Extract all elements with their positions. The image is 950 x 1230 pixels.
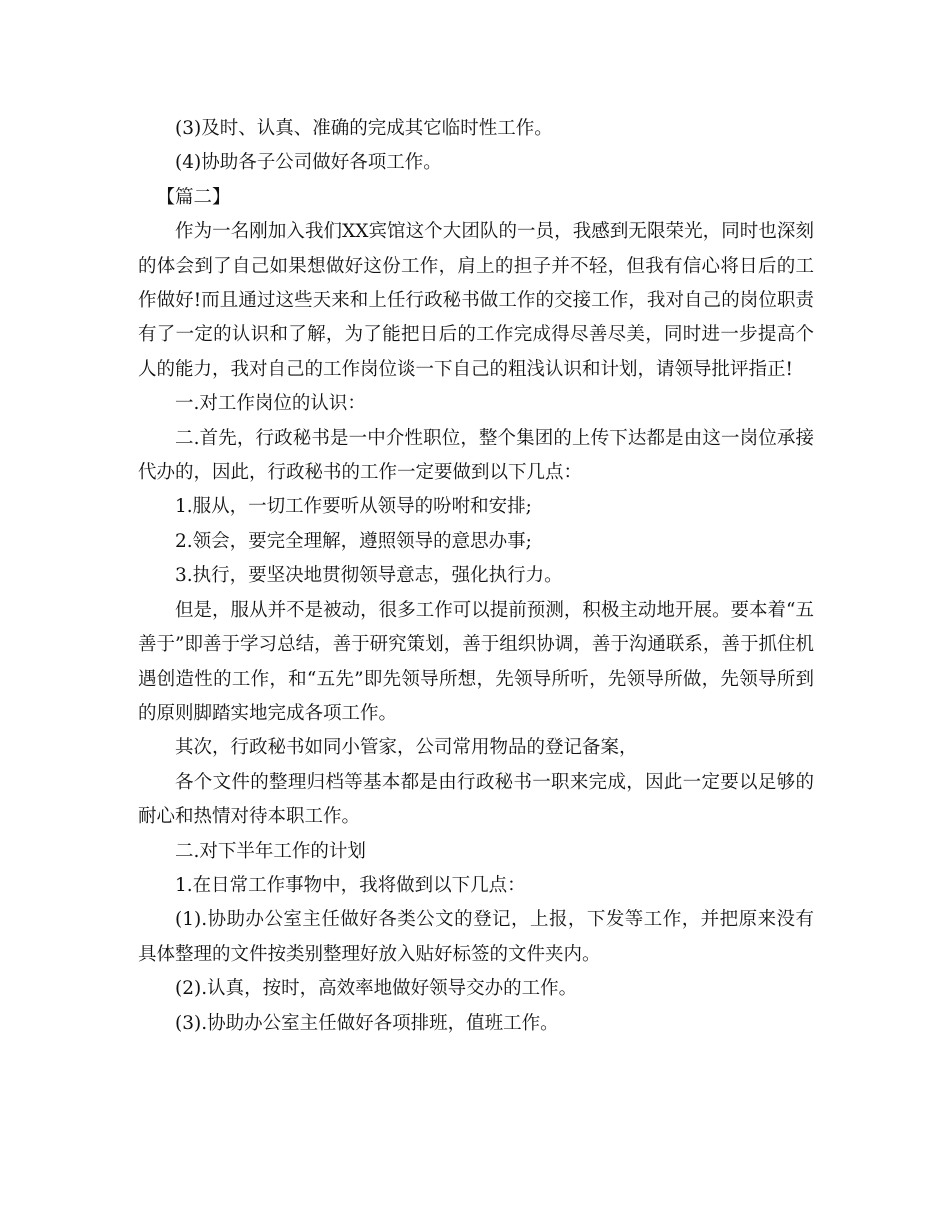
heading-job-understanding: 一.对工作岗位的认识： (175, 393, 366, 415)
list-item-execute: 3.执行，要坚决地贯彻领导意志，强化执行力。 (175, 565, 563, 587)
list-item-obey: 1.服从，一切工作要听从领导的吩咐和安排; (175, 496, 532, 518)
paragraph-daily-work: 1.在日常工作事物中，我将做到以下几点： (175, 874, 526, 896)
plan-item-3: (3).协助办公室主任做好各项排班，值班工作。 (175, 1012, 559, 1034)
section-heading-part-two: 【篇二】 (156, 186, 231, 208)
paragraph-task-4: (4)协助各子公司做好各项工作。 (175, 152, 442, 174)
paragraph-task-3: (3)及时、认真、准确的完成其它临时性工作。 (175, 118, 553, 139)
paragraph-initiative: 但是，服从并不是被动，很多工作可以提前预测，积极主动地开展。要本着“五善于”即善于学习总结，善于研究策划，善于组织协调，善于沟通联系，善于抓住机遇创造性的工作，和“五先”即先领导所想，先领导所听，先领导所做，先领导所到的原则脚踏实地完成各项工作。 (138, 599, 814, 724)
heading-half-year-plan: 二.对下半年工作的计划 (175, 840, 366, 862)
paragraph-first-point: 二.首先，行政秘书是一中介性职位，整个集团的上传下达都是由这一岗位承接代办的，因此，行政秘书的工作一定要做到以下几点： (138, 427, 814, 484)
plan-item-2: (2).认真，按时，高效率地做好领导交办的工作。 (175, 978, 578, 1000)
paragraph-intro: 作为一名刚加入我们XX宾馆这个大团队的一员，我感到无限荣光，同时也深刻的体会到了自己如果想做好这份工作，肩上的担子并不轻，但我有信心将日后的工作做好!而且通过这些天来和上任行政秘书做工作的交接工作，我对自己的岗位职责有了一定的认识和了解，为了能把日后的工作完成得尽善尽美，同时进一步提高个人的能力，我对自己的工作岗位谈一下自己的粗浅认识和计划，请领导批评指正! (138, 221, 814, 380)
paragraph-filing: 各个文件的整理归档等基本都是由行政秘书一职来完成，因此一定要以足够的耐心和热情对待本职工作。 (138, 771, 814, 828)
list-item-comprehend: 2.领会，要完全理解，遵照领导的意思办事; (175, 530, 532, 552)
document-body (138, 112, 814, 1041)
plan-item-1: (1).协助办公室主任做好各类公文的登记，上报，下发等工作，并把原来没有具体整理的文件按类别整理好放入贴好标签的文件夹内。 (138, 909, 814, 965)
paragraph-secondly: 其次，行政秘书如同小管家，公司常用物品的登记备案， (175, 737, 638, 759)
